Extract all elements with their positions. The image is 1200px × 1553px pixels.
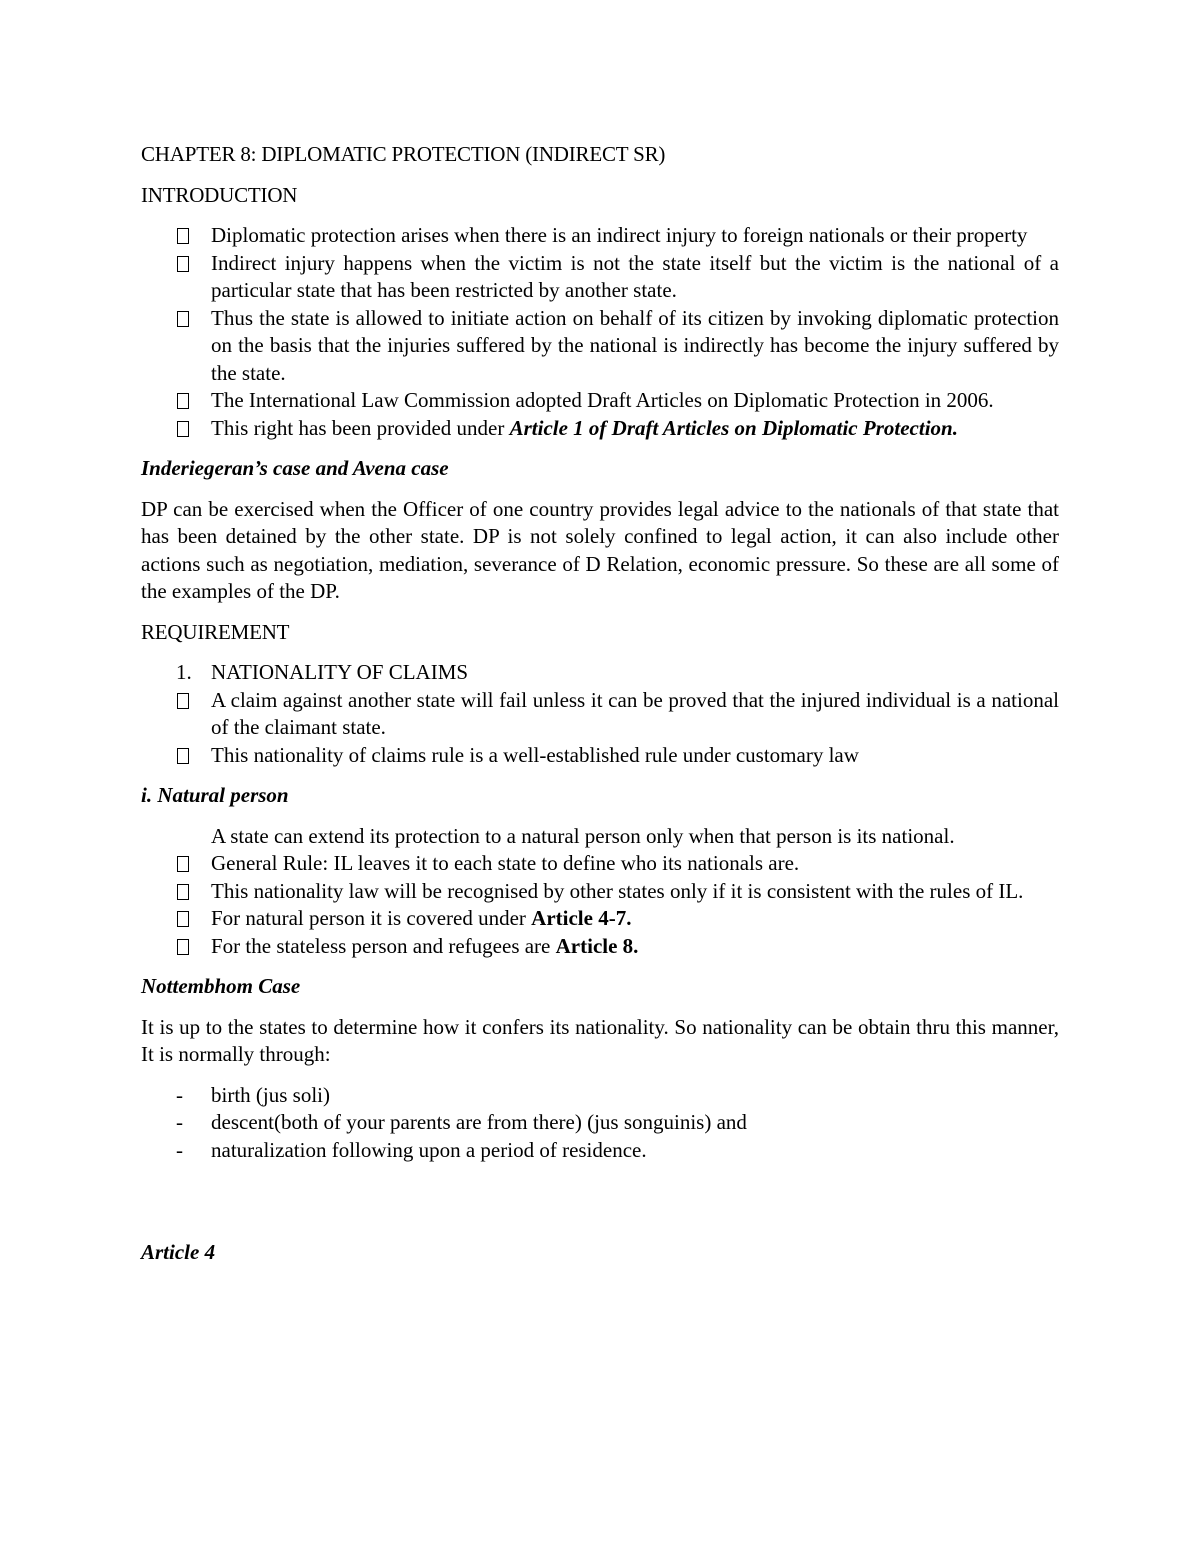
bullet-text: For natural person it is covered under	[211, 906, 532, 930]
bullet-text: Thus the state is allowed to initiate action on behalf of its citizen by invoking diplomatic protection on the basis that the injuries suffered by the national is indirectly has become the injury suffered by the state.	[211, 305, 1059, 385]
number-marker: 1.	[176, 660, 192, 684]
intro-text: A state can extend its protection to a natural person only when that person is its national.	[211, 823, 955, 848]
article-reference: Article 1 of Draft Articles on Diplomatic Protection.	[509, 415, 958, 440]
article-reference: Article 8.	[555, 933, 639, 958]
bullet-text: This right has been provided under	[211, 415, 510, 440]
natural-person-heading: i. Natural person	[141, 783, 289, 807]
list-item	[141, 1109, 1059, 1137]
missing-glyph-box-icon	[177, 911, 189, 927]
numbered-item-text: NATIONALITY OF CLAIMS	[211, 660, 469, 684]
numbered-item	[141, 659, 1059, 687]
article-4-heading: Article 4	[141, 1240, 216, 1264]
list-item	[141, 222, 1059, 250]
dash-marker: -	[176, 1137, 183, 1162]
missing-glyph-box-icon	[177, 393, 189, 409]
bullet-text: The International Law Commission adopted Draft Articles on Diplomatic Protection in 2006.	[211, 388, 994, 412]
list-item	[141, 905, 1059, 933]
list-item	[141, 1082, 1059, 1110]
introduction-heading: INTRODUCTION	[141, 182, 298, 207]
list-item	[141, 742, 1059, 770]
missing-glyph-box-icon	[177, 856, 189, 872]
requirement-heading: REQUIREMENT	[141, 619, 290, 644]
list-item	[141, 1137, 1059, 1165]
nationality-methods-list	[141, 1082, 1059, 1165]
missing-glyph-box-icon	[177, 884, 189, 900]
bullet-text: For the stateless person and refugees are	[211, 933, 556, 958]
list-item	[141, 687, 1059, 742]
dash-marker: -	[176, 1082, 183, 1107]
bullet-text: A claim against another state will fail unless it can be proved that the injured individual is a national of the claimant state.	[211, 687, 1059, 739]
case-heading: Inderiegeran’s case and Avena case	[141, 456, 449, 480]
bullet-text: General Rule: IL leaves it to each state to define who its nationals are.	[211, 851, 800, 875]
list-item	[141, 878, 1059, 906]
list-item	[141, 933, 1059, 961]
nottembhom-paragraph: It is up to the states to determine how it confers its nationality. So nationality can be obtain thru this manner, It is normally through:	[141, 1014, 1059, 1066]
case-paragraph: DP can be exercised when the Officer of one country provides legal advice to the nationals of that state that has been detained by the other state. DP is not solely confined to legal action, it can also include other actions such as negotiation, mediation, severance of D Relation, economic pressure. So these are all some of the examples of the DP.	[141, 496, 1059, 603]
bullet-text: This nationality law will be recognised by other states only if it is consistent with the rules of IL.	[211, 878, 1024, 903]
list-item	[141, 823, 1059, 851]
nottembhom-heading: Nottembhom Case	[141, 974, 301, 998]
list-item	[141, 415, 1059, 443]
dash-item-text: birth (jus soli)	[211, 1082, 330, 1107]
dash-marker: -	[176, 1110, 183, 1134]
list-item	[141, 850, 1059, 878]
missing-glyph-box-icon	[177, 311, 189, 327]
bullet-text: Diplomatic protection arises when there is an indirect injury to foreign nationals or their property	[211, 223, 1028, 247]
list-item	[141, 250, 1059, 305]
bullet-text: Indirect injury happens when the victim is not the state itself but the victim is the national of a particular state that has been restricted by another state.	[211, 250, 1059, 302]
article-reference: Article 4-7.	[531, 906, 632, 930]
missing-glyph-box-icon	[177, 693, 189, 709]
list-item	[141, 387, 1059, 415]
missing-glyph-box-icon	[177, 748, 189, 764]
missing-glyph-box-icon	[177, 421, 189, 437]
natural-person-list	[141, 823, 1059, 961]
introduction-list	[141, 222, 1059, 442]
requirement-list	[141, 659, 1059, 769]
spacer	[141, 1177, 1059, 1239]
bullet-text: This nationality of claims rule is a well-established rule under customary law	[211, 742, 859, 767]
missing-glyph-box-icon	[177, 939, 189, 955]
missing-glyph-box-icon	[177, 228, 189, 244]
document-page	[141, 141, 1059, 1280]
chapter-title: CHAPTER 8: DIPLOMATIC PROTECTION (INDIRECT SR)	[141, 142, 666, 166]
missing-glyph-box-icon	[177, 256, 189, 272]
list-item	[141, 305, 1059, 388]
dash-item-text: naturalization following upon a period of residence.	[211, 1137, 647, 1162]
dash-item-text: descent(both of your parents are from there) (jus songuinis) and	[211, 1110, 747, 1134]
